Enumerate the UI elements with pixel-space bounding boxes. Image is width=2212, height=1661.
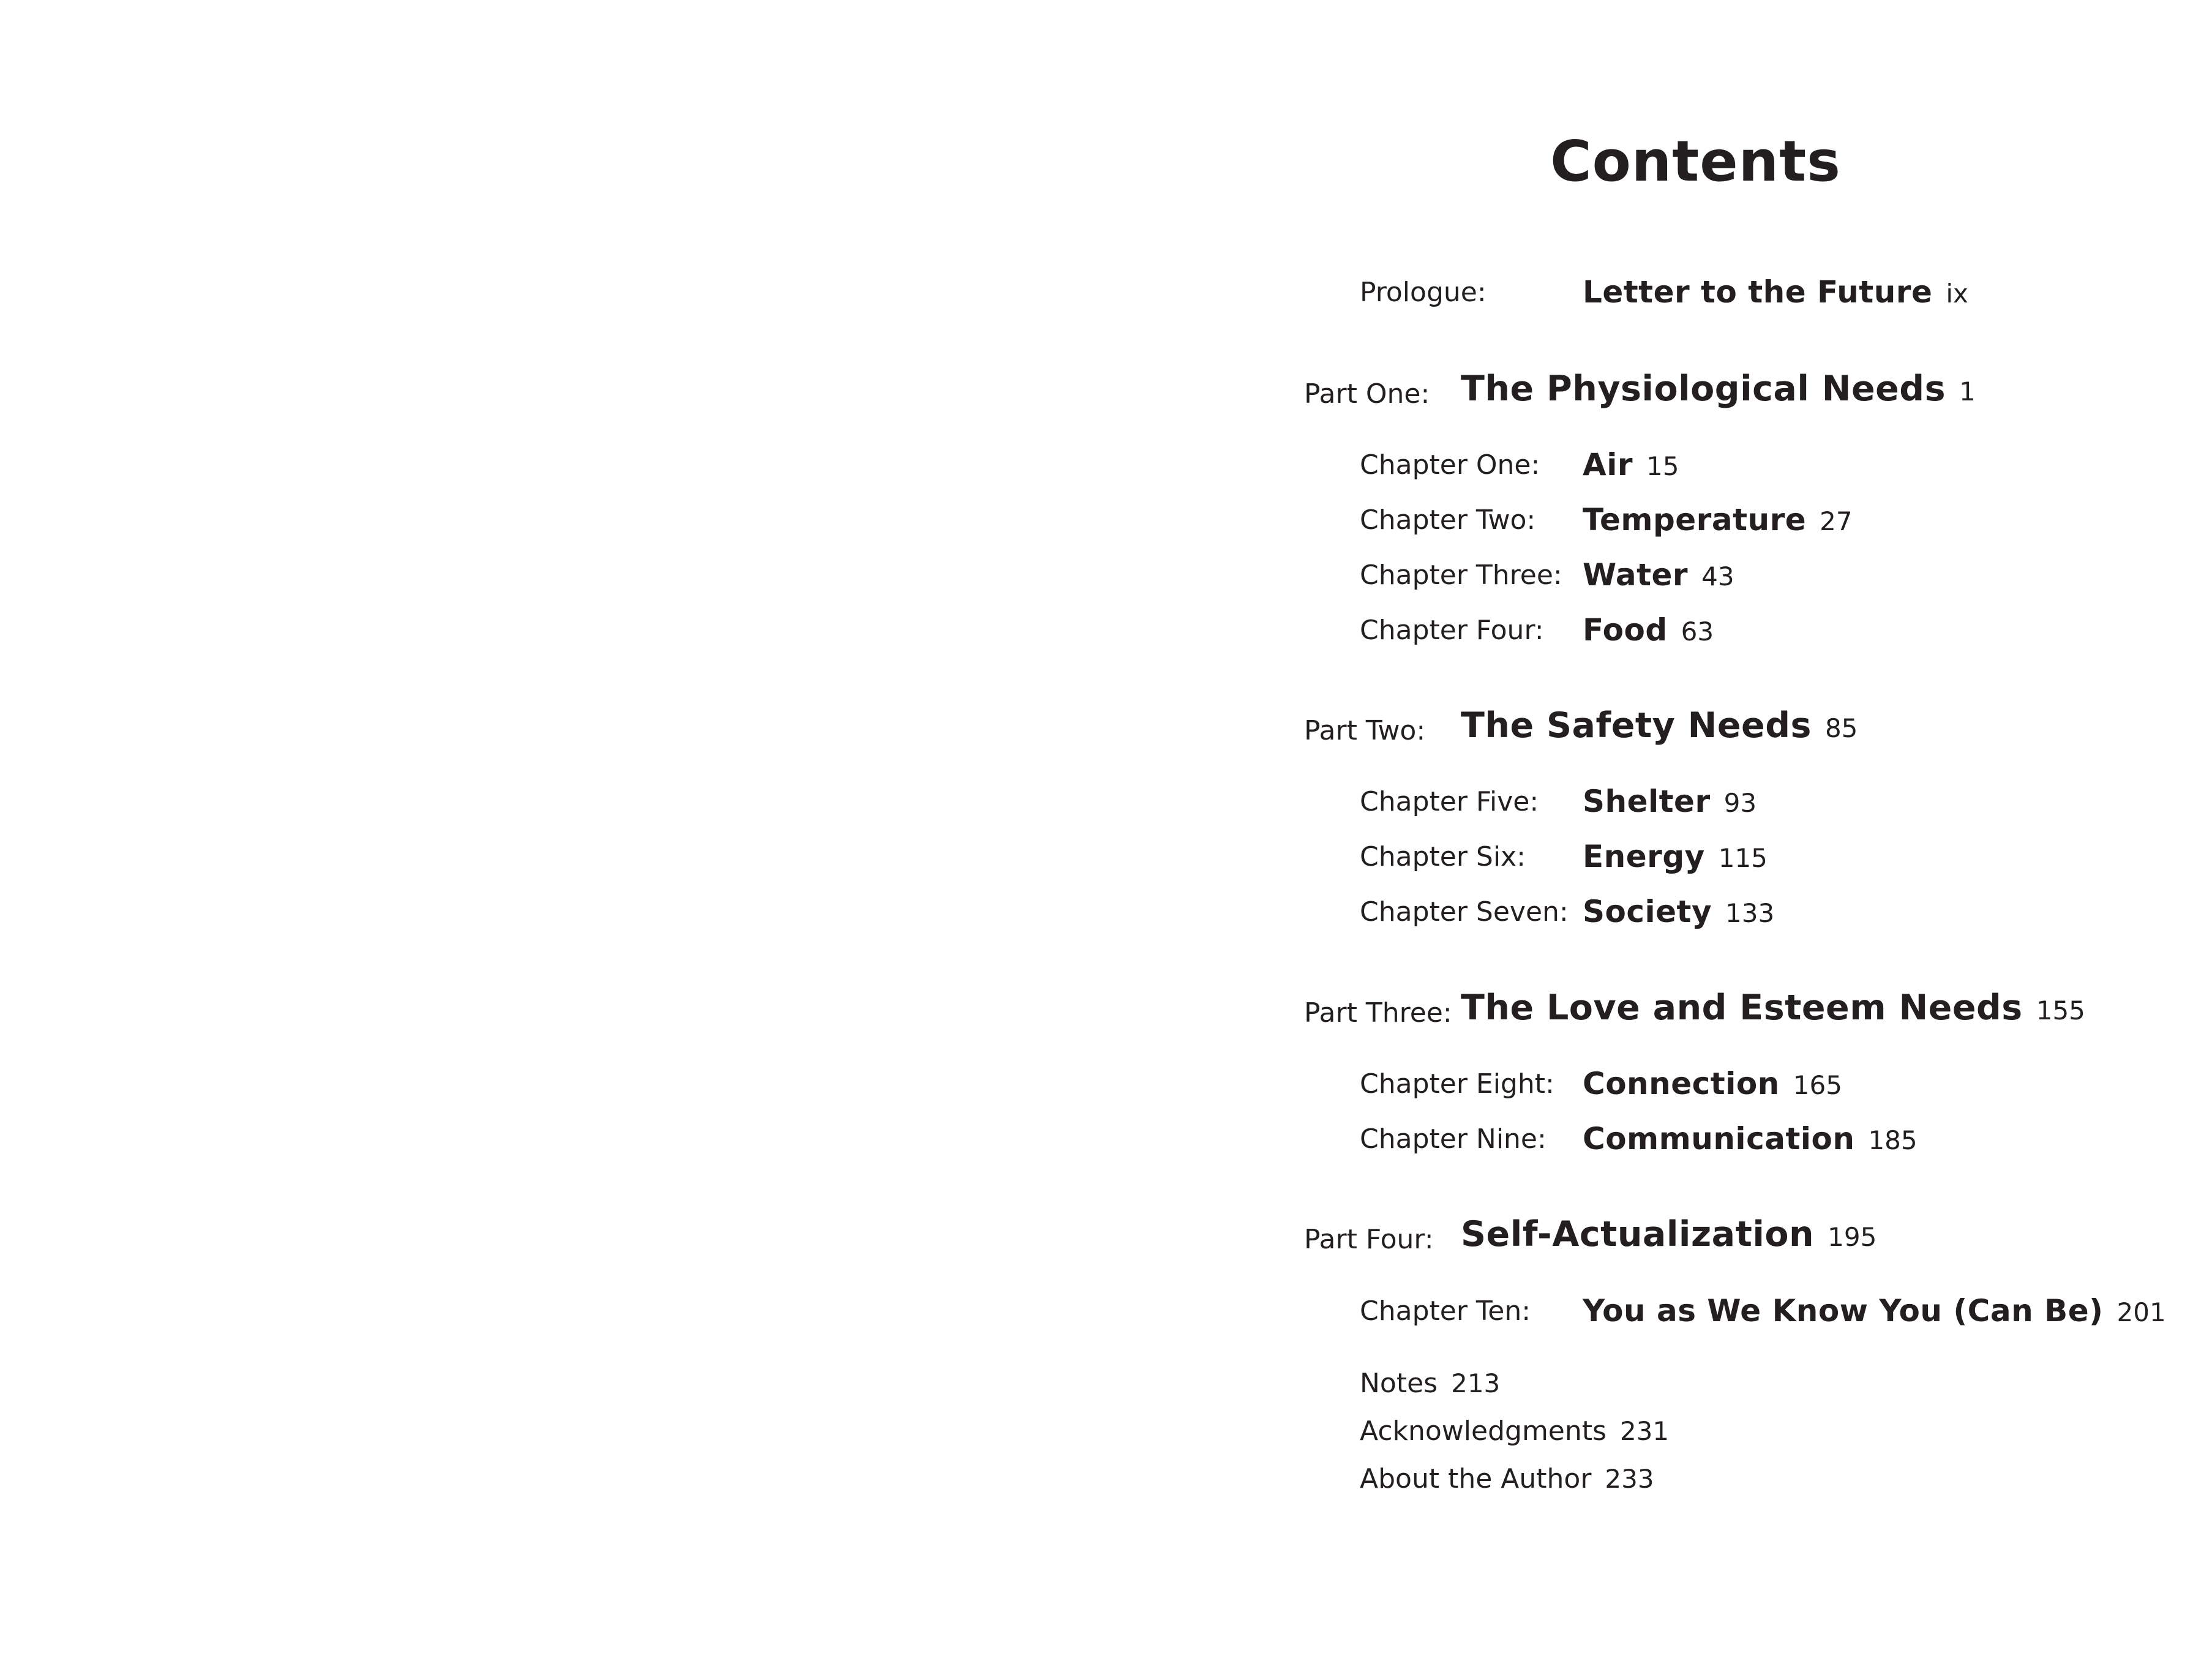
part-label: Part Four: — [1304, 1224, 1434, 1255]
chapter-page: 27 — [1820, 506, 1853, 536]
prologue-label: Prologue: — [1360, 277, 1487, 308]
chapter-label: Chapter Eight: — [1360, 1068, 1554, 1100]
chapter-label: Chapter Six: — [1360, 841, 1526, 872]
part-entry — [1461, 705, 1858, 746]
part-label: Part Two: — [1304, 715, 1426, 746]
back-matter-title: Acknowledgments — [1360, 1415, 1607, 1447]
chapter-label: Chapter Three: — [1360, 560, 1562, 591]
chapter-label: Chapter One: — [1360, 449, 1540, 481]
chapter-title: Connection — [1583, 1066, 1780, 1101]
chapter-label: Chapter Two: — [1360, 504, 1536, 536]
chapter-entry — [1583, 447, 1679, 482]
part-entry — [1461, 988, 2085, 1028]
back-matter-title: About the Author — [1360, 1463, 1592, 1494]
chapter-entry — [1583, 612, 1714, 648]
chapter-entry — [1583, 894, 1774, 929]
chapter-page: 185 — [1868, 1125, 1918, 1155]
chapter-title: Food — [1583, 612, 1668, 648]
chapter-entry — [1583, 502, 1853, 538]
chapter-page: 165 — [1793, 1070, 1842, 1100]
part-page: 1 — [1959, 377, 1976, 407]
chapter-label: Chapter Ten: — [1360, 1295, 1531, 1327]
chapter-title: Communication — [1583, 1121, 1855, 1157]
chapter-entry — [1583, 1066, 1842, 1101]
chapter-title: Society — [1583, 894, 1712, 929]
page-title: Contents — [1550, 129, 1841, 194]
back-matter-page: 231 — [1619, 1416, 1670, 1446]
chapter-page: 43 — [1701, 561, 1734, 591]
chapter-title: Temperature — [1583, 502, 1807, 538]
chapter-page: 133 — [1725, 898, 1775, 928]
back-matter-title: Notes — [1360, 1368, 1438, 1399]
part-title: Self-Actualization — [1461, 1214, 1815, 1254]
back-matter-page: 233 — [1605, 1464, 1654, 1494]
part-label: Part Three: — [1304, 997, 1452, 1029]
chapter-label: Chapter Seven: — [1360, 896, 1569, 928]
chapter-page: 115 — [1718, 843, 1768, 873]
chapter-label: Chapter Five: — [1360, 786, 1539, 817]
contents-page — [1106, 0, 2212, 1661]
chapter-title: Air — [1583, 447, 1633, 482]
chapter-title: Shelter — [1583, 784, 1711, 819]
part-title: The Physiological Needs — [1461, 369, 1946, 409]
chapter-title: Water — [1583, 557, 1689, 593]
part-label: Part One: — [1304, 378, 1430, 410]
part-page: 195 — [1828, 1222, 1877, 1252]
prologue-entry — [1583, 274, 1968, 310]
chapter-label: Chapter Four: — [1360, 615, 1544, 646]
chapter-page: 15 — [1646, 451, 1679, 481]
chapter-title: You as We Know You (Can Be) — [1583, 1293, 2104, 1329]
back-matter-page: 213 — [1451, 1368, 1501, 1398]
chapter-entry — [1583, 1121, 1918, 1157]
part-entry — [1461, 1214, 1876, 1254]
back-matter-item[interactable] — [1360, 1463, 1654, 1494]
chapter-entry — [1583, 839, 1768, 874]
part-page: 155 — [2036, 995, 2085, 1025]
part-page: 85 — [1824, 713, 1858, 743]
back-matter-item[interactable] — [1360, 1415, 1669, 1447]
part-title: The Safety Needs — [1461, 705, 1812, 746]
chapter-entry — [1583, 557, 1734, 593]
chapter-page: 93 — [1723, 788, 1757, 818]
part-title: The Love and Esteem Needs — [1461, 988, 2023, 1028]
part-entry — [1461, 369, 1976, 409]
chapter-entry — [1583, 1293, 2166, 1329]
prologue-title: Letter to the Future — [1583, 274, 1933, 310]
chapter-label: Chapter Nine: — [1360, 1123, 1547, 1155]
back-matter-item[interactable] — [1360, 1368, 1500, 1399]
chapter-page: 201 — [2116, 1297, 2166, 1327]
chapter-title: Energy — [1583, 839, 1705, 874]
chapter-entry — [1583, 784, 1756, 819]
prologue-page: ix — [1946, 279, 1968, 309]
chapter-page: 63 — [1681, 617, 1714, 647]
